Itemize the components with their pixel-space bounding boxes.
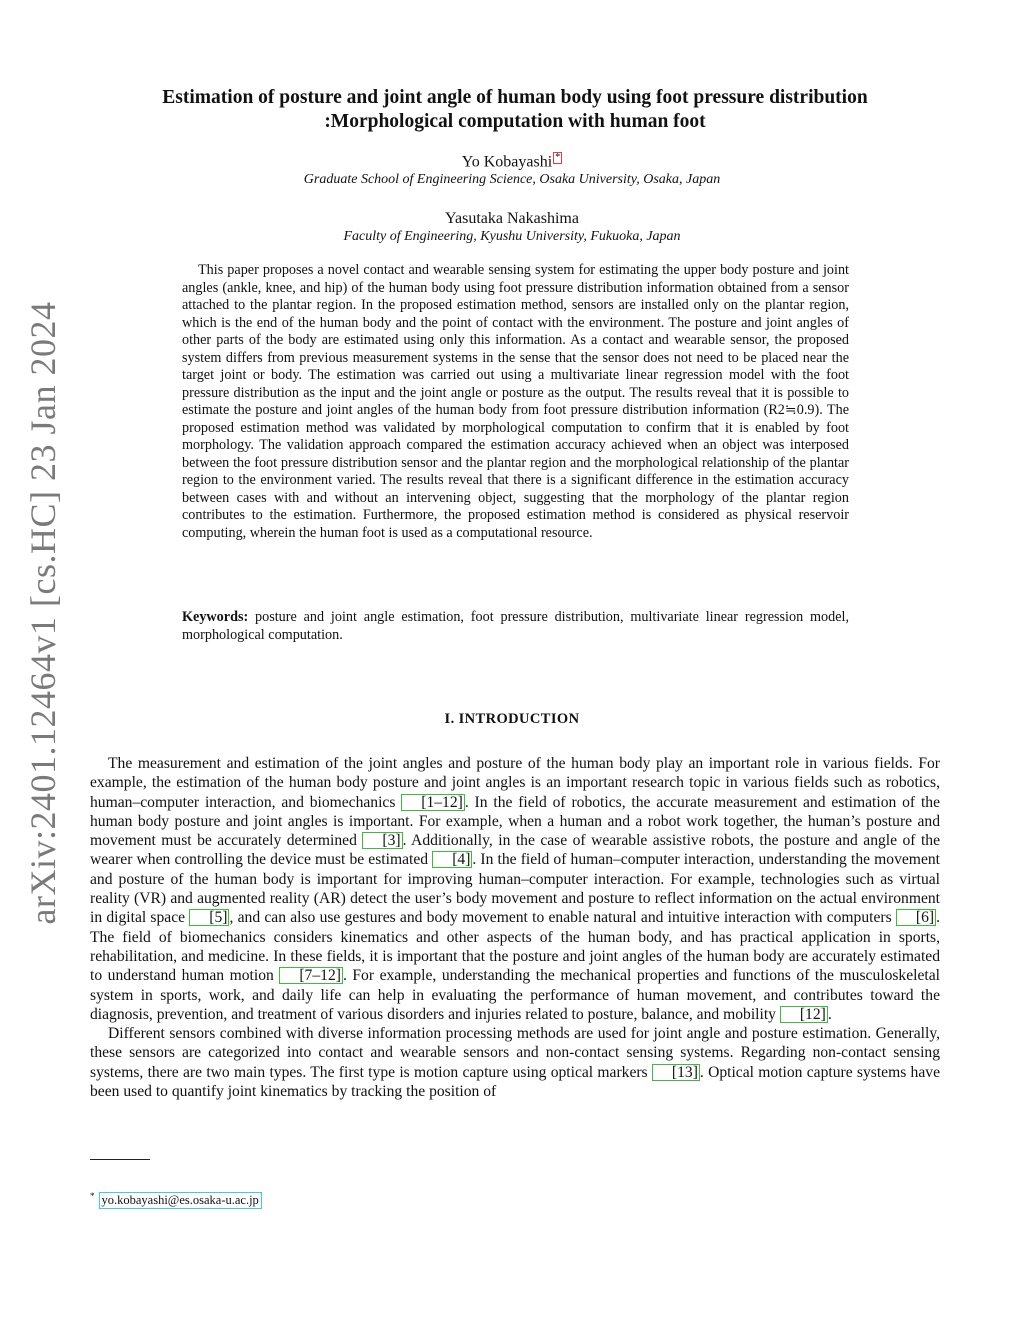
author-1-affiliation: Graduate School of Engineering Science, Osaka University, Osaka, Japan: [303, 172, 721, 187]
title-line-2: :Morphological computation with human foot: [324, 111, 706, 132]
citation-link[interactable]: [7–12]: [279, 967, 343, 984]
author-2-name: Yasutaka Nakashima: [445, 210, 579, 227]
intro-text: . The field of biomechanics considers kinematics and other aspects of the human body, and has practical application in sports, rehabilitation, and medicine. In these fields, it is important that the posture and joint angles of the human body are accurately estimated to understand human motion: [90, 909, 940, 985]
intro-text: . For example, understanding the mechanical properties and functions of the musculoskeletal system in sports, work, and daily life can help in evaluating the performance of human movement, and contributes toward the diagnosis, prevention, and treatment of various disorders and injuries related to posture, balance, and mobility: [90, 967, 940, 1023]
introduction-body: [90, 754, 940, 1101]
author-1-name: Yo Kobayashi: [461, 153, 553, 171]
abstract: This paper proposes a novel contact and wearable sensing system for estimating the upper body posture and joint angles (ankle, knee, and hip) of the human body using foot pressure distribution information obtained from a sensor attached to the plantar region. In the proposed estimation method, sensors are installed only on the plantar region, which is the end of the human body and the point of contact with the environment. The posture and joint angles of other parts of the body are estimated using only this information. As a contact and wearable sensor, the proposed system differs from previous measurement systems in the sense that the sensor does not need to be placed near the target joint or body. The estimation was carried out using a multivariate linear regression model with the foot pressure distribution as the input and the joint angle or posture as the output. The results reveal that it is possible to estimate the posture and joint angles of the human body from foot pressure distribution information (R2≒0.9). The proposed estimation method was validated by morphological computation to confirm that it is enabled by foot morphology. The validation approach compared the estimation accuracy achieved when an object was interposed between the foot pressure distribution sensor and the plantar region and the morphological relationship of the plantar region to the environment varied. The results reveal that there is a significant difference in the estimation accuracy between cases with and without an intervening object, suggesting that the morphology of the plantar region contributes to the estimation. Furthermore, the proposed estimation method is considered as physical reservoir computing, wherein the human foot is used as a computational resource.: [182, 262, 849, 541]
citation-link[interactable]: [6]: [896, 909, 936, 926]
keywords-text: posture and joint angle estimation, foot pressure distribution, multivariate linear regression model, morphological computation.: [182, 609, 849, 643]
footnote-rule: [90, 1159, 150, 1160]
author-2-affiliation: Faculty of Engineering, Kyushu University, Fukuoka, Japan: [343, 229, 681, 244]
author-2: [0, 210, 1024, 228]
author-1: [0, 152, 1024, 171]
intro-text: The measurement and estimation of the joint angles and posture of the human body play an important role in various fields. For example, the estimation of the human body posture and joint angles is an important research topic in various fields such as robotics, human–computer interaction, and biomechanics: [90, 755, 940, 811]
arxiv-identifier: arXiv:2401.12464v1 [cs.HC] 23 Jan 2024: [23, 301, 63, 925]
intro-text: . In the field of robotics, the accurate measurement and estimation of the human body posture and joint angles is important. For example, when a human and a robot work together, the human’s posture and movement must be accurately determined: [90, 793, 940, 850]
intro-paragraph-1: [90, 754, 940, 1024]
title-line-1: Estimation of posture and joint angle of human body using foot pressure distribution: [162, 87, 868, 108]
citation-link[interactable]: [13]: [652, 1064, 700, 1081]
footnote: [90, 1191, 262, 1209]
intro-paragraph-2: [90, 1024, 940, 1101]
intro-text: .: [827, 1005, 832, 1023]
citation-link[interactable]: [3]: [362, 832, 402, 849]
intro-text: . In the field of human–computer interaction, understanding the movement and posture of the human body is important for improving human–computer interaction. For example, technologies such as virtual reality (VR) and augmented reality (AR) detect the user’s body movement and posture to reflect information on the actual environment in digital space: [90, 851, 940, 927]
citation-link[interactable]: [5]: [189, 909, 229, 926]
keywords: [182, 609, 849, 644]
email-link[interactable]: yo.kobayashi@es.osaka-u.ac.jp: [99, 1192, 262, 1209]
paper-title: [80, 86, 950, 134]
citation-link[interactable]: [1–12]: [401, 794, 465, 811]
intro-text: . Optical motion capture systems have been used to quantify joint kinematics by tracking the position of: [90, 1063, 940, 1101]
author-footnote-link[interactable]: *: [555, 152, 561, 163]
citation-link[interactable]: [12]: [780, 1006, 828, 1023]
section-heading-introduction: I. INTRODUCTION: [444, 711, 580, 727]
citation-link[interactable]: [4]: [432, 851, 472, 868]
intro-text: . Additionally, in the case of wearable assistive robots, the posture and angle of the wearer when controlling the device must be estimated: [90, 832, 941, 869]
footnote-mark: *: [90, 1191, 95, 1201]
intro-text: , and can also use gestures and body movement to enable natural and intuitive interaction with computers: [229, 909, 896, 927]
intro-text: Different sensors combined with diverse information processing methods are used for joint angle and posture estimation. Generally, these sensors are categorized into contact and wearable sensors and non-contact sensing systems. Regarding non-contact sensing systems, there are two main types. The first type is motion capture using optical markers: [90, 1025, 940, 1081]
keywords-label: Keywords:: [182, 609, 249, 625]
